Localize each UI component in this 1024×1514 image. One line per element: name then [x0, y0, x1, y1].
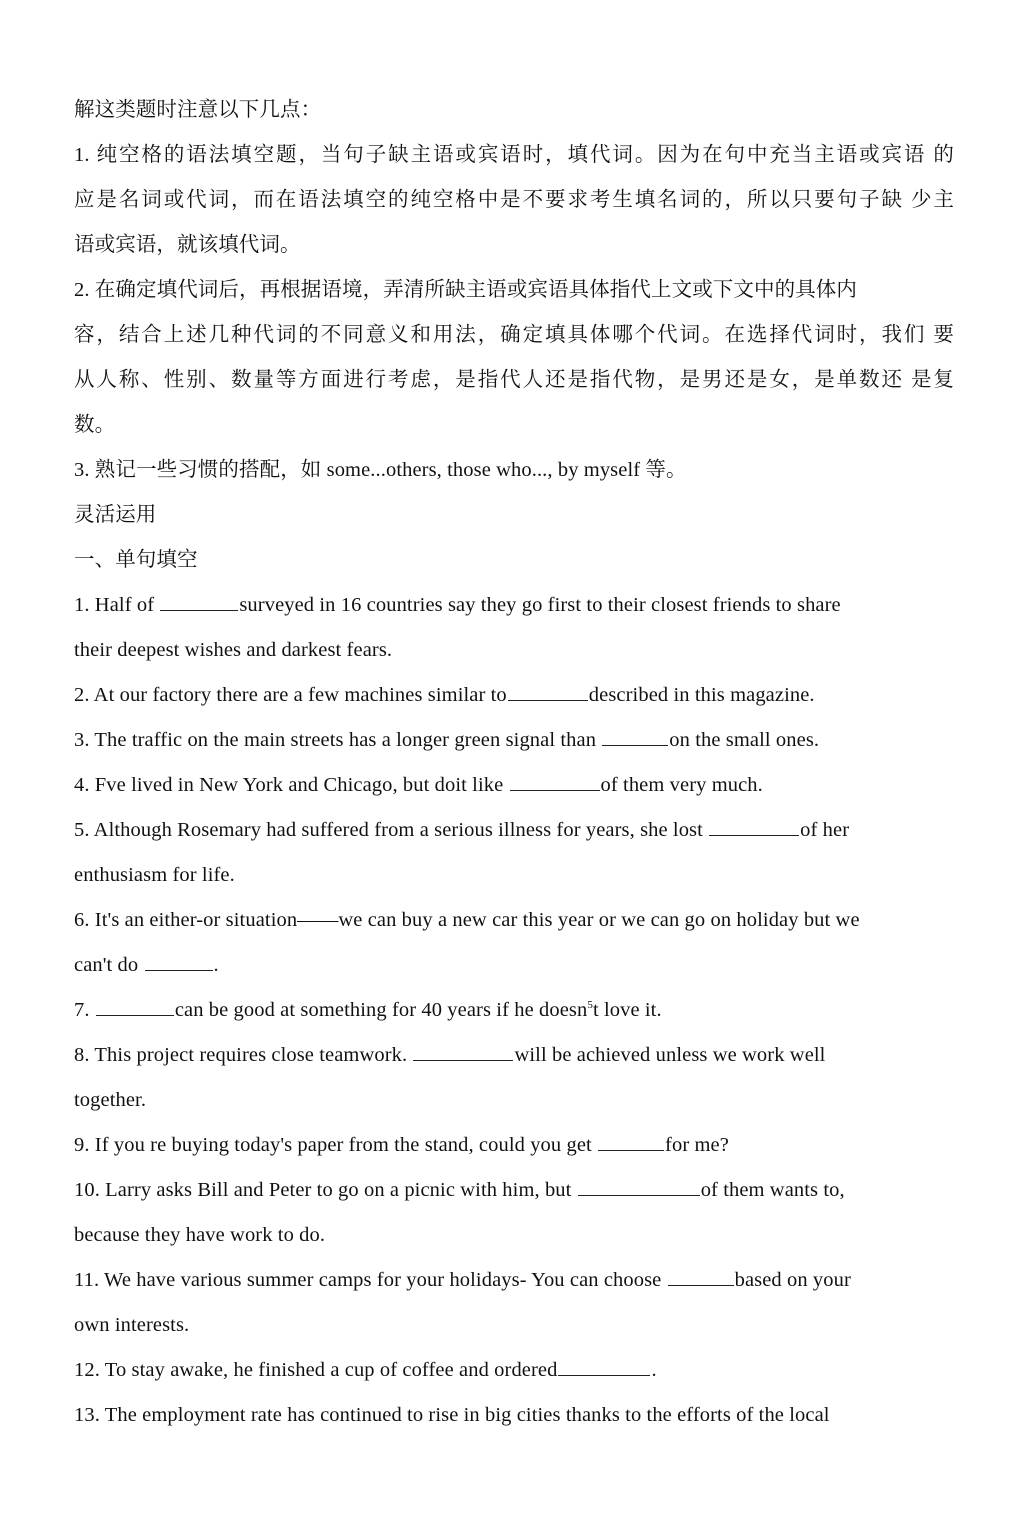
question-9-text-a: 9. If you re buying today's paper from the stand, could you get [74, 1134, 598, 1156]
answer-blank-7[interactable] [96, 999, 174, 1016]
question-2-text-a: 2. At our factory there are a few machines similar to [74, 684, 507, 706]
question-1-text-b: surveyed in 16 countries say they go first to their closest friends to share [239, 594, 841, 616]
tip-2-line-1: 2. 在确定填代词后，再根据语境，弄清所缺主语或宾语具体指代上文或下文中的具体内 [74, 279, 857, 301]
question-4 [74, 763, 954, 808]
answer-blank-4[interactable] [510, 774, 600, 791]
answer-blank-9[interactable] [598, 1134, 664, 1151]
tips-heading: 解这类题时注意以下几点： [74, 99, 322, 121]
question-1-text-a: 1. Half of [74, 594, 160, 616]
question-3-text-b: on the small ones. [669, 729, 820, 751]
question-6-text-c: . [213, 954, 219, 976]
tip-1-line-3: 语或宾语，就该填代词。 [74, 234, 301, 256]
question-11-text-b: based on your [734, 1269, 851, 1291]
question-7 [74, 988, 954, 1033]
answer-blank-10[interactable] [578, 1179, 700, 1196]
question-2 [74, 673, 954, 718]
question-6-line-2 [74, 943, 954, 988]
question-10-text-a: 10. Larry asks Bill and Peter to go on a picnic with him, but [74, 1179, 577, 1201]
answer-blank-12[interactable] [558, 1359, 650, 1376]
question-4-text-a: 4. Fve lived in New York and Chicago, but doit like [74, 774, 509, 796]
question-5-line-1 [74, 808, 954, 853]
question-7-text-b: can be good at something for 40 years if he doesn [174, 999, 588, 1021]
question-8-line-1 [74, 1033, 954, 1078]
question-10-line-1 [74, 1168, 954, 1213]
question-1-line-1 [74, 583, 954, 628]
answer-blank-11[interactable] [668, 1269, 734, 1286]
practice-title: 灵活运用 [74, 504, 157, 526]
question-8-line-2: together. [74, 1089, 147, 1111]
answer-blank-3[interactable] [602, 729, 668, 746]
question-10-text-b: of them wants to, [700, 1179, 845, 1201]
question-3-text-a: 3. The traffic on the main streets has a longer green signal than [74, 729, 602, 751]
question-11-text-a: 11. We have various summer camps for your holidays- You can choose [74, 1269, 667, 1291]
question-12-text-b: . [651, 1359, 657, 1381]
question-6-line-1: 6. It's an either-or situation——we can buy a new car this year or we can go on holiday but we [74, 909, 860, 931]
question-2-text-b: described in this magazine. [588, 684, 815, 706]
practice-subtitle: 一、单句填空 [74, 549, 198, 571]
tip-3: 3. 熟记一些习惯的搭配，如 some...others, those who..., by myself 等。 [74, 459, 687, 481]
answer-blank-1[interactable] [160, 594, 238, 611]
tip-2-line-2: 容，结合上述几种代词的不同意义和用法，确定填具体哪个代词。在选择代词时，我们 要 [74, 324, 954, 346]
answer-blank-5[interactable] [709, 819, 799, 836]
question-10-line-2: because they have work to do. [74, 1224, 326, 1246]
document-page [74, 88, 954, 1438]
question-12-text-a: 12. To stay awake, he finished a cup of coffee and ordered [74, 1359, 558, 1381]
answer-blank-2[interactable] [508, 684, 588, 701]
question-3 [74, 718, 954, 763]
question-5-line-2: enthusiasm for life. [74, 864, 235, 886]
tip-1-line-2: 应是名词或代词，而在语法填空的纯空格中是不要求考生填名词的，所以只要句子缺 少主 [74, 189, 954, 211]
question-9 [74, 1123, 954, 1168]
question-5-text-b: of her [800, 819, 850, 841]
tip-2-line-3: 从人称、性别、数量等方面进行考虑，是指代人还是指代物，是男还是女，是单数还 是复 [74, 369, 954, 391]
question-11-line-2: own interests. [74, 1314, 190, 1336]
question-8-text-b: will be achieved unless we work well [514, 1044, 826, 1066]
question-7-superscript: 5 [587, 999, 593, 1011]
question-7-text-c: t love it. [592, 999, 662, 1021]
answer-blank-8[interactable] [413, 1044, 513, 1061]
question-9-text-b: for me? [665, 1134, 729, 1156]
tip-2-line-4: 数。 [74, 414, 116, 436]
question-1-line-2: their deepest wishes and darkest fears. [74, 639, 393, 661]
question-4-text-b: of them very much. [600, 774, 763, 796]
tip-1-line-1: 1. 纯空格的语法填空题，当句子缺主语或宾语时，填代词。因为在句中充当主语或宾语 的 [74, 144, 954, 166]
question-7-text-a: 7. [74, 999, 95, 1021]
question-8-text-a: 8. This project requires close teamwork. [74, 1044, 413, 1066]
answer-blank-6[interactable] [145, 954, 213, 971]
question-11-line-1 [74, 1258, 954, 1303]
question-12 [74, 1348, 954, 1393]
question-13-line-1: 13. The employment rate has continued to rise in big cities thanks to the efforts of the local [74, 1404, 830, 1426]
question-6-text-b: can't do [74, 954, 144, 976]
question-5-text-a: 5. Although Rosemary had suffered from a serious illness for years, she lost [74, 819, 709, 841]
